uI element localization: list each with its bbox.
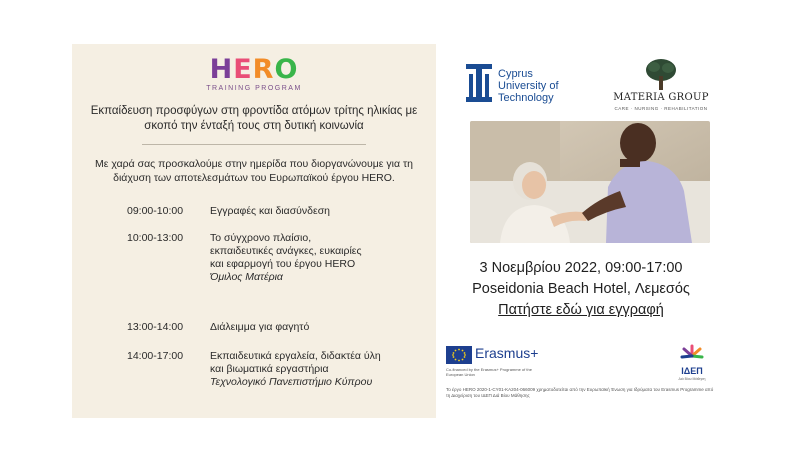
logo-tagline: TRAINING PROGRAM: [206, 85, 302, 92]
logo-letter-h: H: [209, 54, 234, 85]
materia-tagline: CARE · NURSING · REHABILITATION: [614, 106, 708, 111]
tree-icon: [644, 58, 678, 92]
schedule-line: και βιωματικά εργαστήρια: [210, 363, 329, 375]
cut-logo: [466, 62, 596, 112]
hero-logo-word: [72, 56, 436, 84]
schedule-line: Εκπαιδευτικά εργαλεία, διδακτέα ύλη: [210, 350, 381, 362]
erasmus-cofinanced-text: Co-financed by the Erasmus+ Programme of the European Union: [446, 367, 532, 377]
event-flyer: [72, 44, 726, 418]
register-link-wrap: [436, 301, 726, 320]
flyer-right-panel: [436, 44, 726, 418]
flyer-left-panel: [72, 44, 436, 418]
materia-name: MATERIA GROUP: [613, 92, 709, 103]
idep-burst-icon: [680, 344, 704, 366]
idep-tagline: Διά Βίου Μάθηση: [678, 377, 706, 381]
logo-letter-r: R: [252, 54, 275, 85]
schedule-time: 13:00-14:00: [127, 321, 184, 333]
idep-name: ΙΔΕΠ: [681, 366, 703, 376]
schedule-line: και εφαρμογή του έργου HERO: [210, 258, 356, 270]
funding-disclaimer: Το έργο HERO 2020-1-CY01-KA204-066009 χρηματοδοτείται από την Ευρωπαϊκή Ένωση για Ιδρύματα του Erasmus Programme από τη Διαχείριση του ΙΔΕΠ Διά Βίου Μάθησης: [446, 387, 714, 398]
logo-letter-e: E: [233, 54, 253, 85]
cut-name: [498, 68, 559, 104]
schedule-time: 10:00-13:00: [127, 232, 184, 244]
schedule-line: εκπαιδευτικές ανάγκες, ευκαιρίες: [210, 245, 362, 257]
hero-logo: [72, 56, 436, 92]
schedule-line: Διάλειμμα για φαγητό: [210, 321, 310, 333]
schedule-time: 14:00-17:00: [127, 350, 184, 362]
event-venue: Poseidonia Beach Hotel, Λεμεσός: [472, 281, 690, 297]
cut-name-line: University of: [498, 80, 559, 92]
erasmus-wordmark: Erasmus+: [475, 345, 539, 361]
schedule-description: [210, 350, 430, 389]
schedule-description: [210, 321, 430, 334]
divider: [142, 144, 366, 145]
idep-logo: [668, 344, 716, 384]
schedule-organizer: Όμιλος Ματέρια: [210, 271, 283, 283]
schedule-organizer: Τεχνολογικό Πανεπιστήμιο Κύπρου: [210, 376, 373, 388]
event-date: 3 Νοεμβρίου 2022, 09:00-17:00: [479, 260, 683, 276]
register-link[interactable]: Πατήστε εδώ για εγγραφή: [498, 302, 664, 318]
materia-group-logo: [606, 58, 716, 114]
eu-flag-icon: [446, 346, 472, 364]
schedule-time: 09:00-10:00: [127, 205, 184, 217]
caregiver-photo: [470, 121, 710, 243]
program-headline: Εκπαίδευση προσφύγων στη φροντίδα ατόμων τρίτης ηλικίας με σκοπό την ένταξή τους στη δυτική κοινωνία: [90, 105, 418, 132]
schedule-line: Το σύγχρονο πλαίσιο,: [210, 232, 312, 244]
cut-name-line: Cyprus: [498, 68, 533, 80]
invitation-text: Με χαρά σας προσκαλούμε στην ημερίδα που διοργανώνουμε για τη διάχυση των αποτελεσμάτων του Ευρωπαϊκού έργου HERO.: [95, 158, 413, 184]
schedule-description: [210, 205, 430, 218]
cut-name-line: Technology: [498, 92, 554, 104]
erasmus-logo: [446, 344, 546, 380]
schedule-line: Εγγραφές και διασύνδεση: [210, 205, 331, 217]
cut-emblem-icon: [466, 64, 492, 102]
schedule-description: [210, 232, 430, 284]
logo-letter-o: O: [274, 54, 299, 85]
